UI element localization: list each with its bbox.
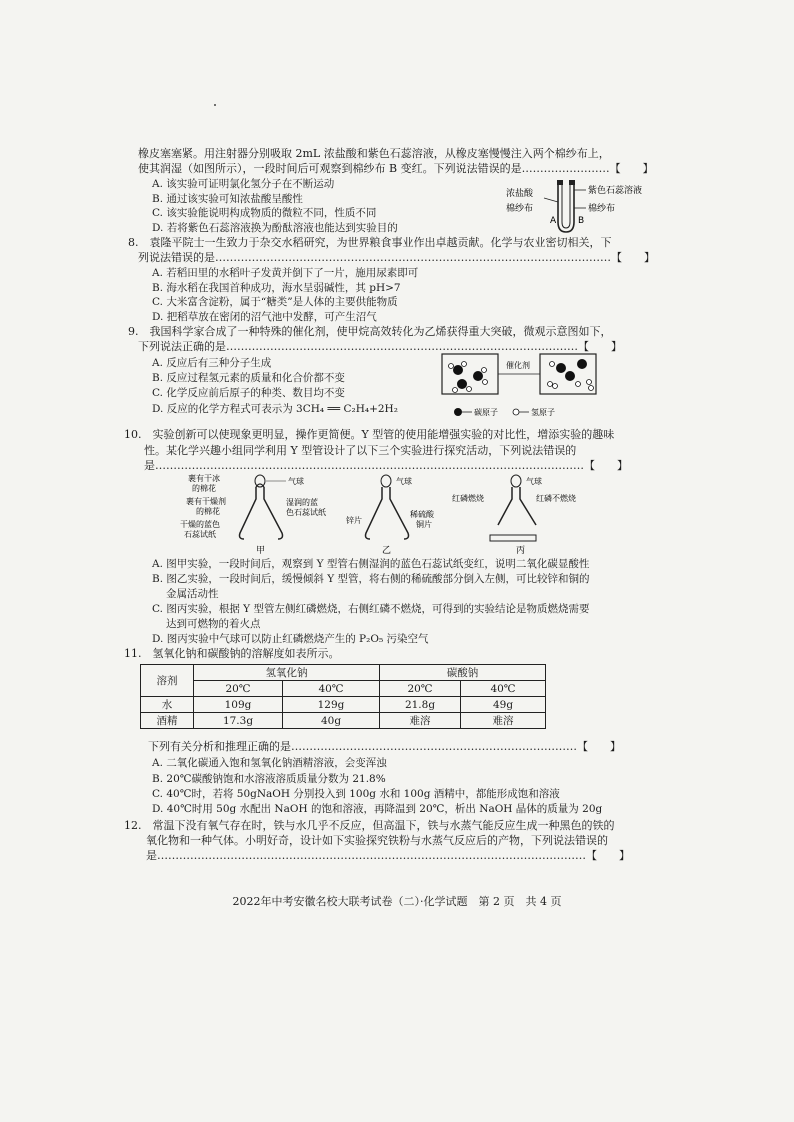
u-tube-figure (500, 178, 670, 236)
catalyst-label: 催化剂 (506, 361, 530, 370)
q11-option-a: A. 二氧化碳通入饱和氢氧化钠酒精溶液，会变浑浊 (152, 757, 387, 769)
q11-line-1: 11. 氢氧化钠和碳酸钠的溶解度如表所示。 (124, 647, 340, 660)
q10-option-c-2: 达到可燃物的着火点 (166, 618, 261, 630)
page-footer: 2022年中考安徽名校大联考试卷（二）·化学试题 第 2 页 共 4 页 (232, 895, 562, 908)
q8-option-c: C. 大米富含淀粉，属于“糖类”是人体的主要供能物质 (152, 296, 398, 308)
carbon-atom (473, 371, 483, 381)
legend-carbon (454, 408, 462, 416)
carbon-atom (457, 379, 467, 389)
table-header-solvent: 溶剂 (141, 665, 194, 697)
q9-line-1: 9. 我国科学家合成了一种特殊的催化剂，使甲烷高效转化为乙烯获得重大突破，微观示意图如下， (128, 325, 612, 338)
svg-text:色石蕊试纸: 色石蕊试纸 (286, 508, 326, 517)
q9-option-b: B. 反应过程氢元素的质量和化合价都不变 (152, 372, 345, 384)
q7-option-a: A. 该实验可证明氯化氢分子在不断运动 (152, 178, 335, 190)
svg-text:气球: 气球 (526, 477, 542, 486)
fig-label-a: A (550, 216, 557, 226)
fig-left-label-1: 浓盐酸 (506, 189, 534, 199)
q8-option-d: D. 把稻草放在密闭的沼气池中发酵，可产生沼气 (152, 311, 377, 323)
legend-hydrogen (513, 409, 519, 415)
q7-option-c: C. 该实验能说明构成物质的微粒不同，性质不同 (152, 207, 377, 219)
q9-line-2: 下列说法正确的是……………………………………………………………………………………【 】 (138, 340, 622, 353)
figure-label-bing: 丙 (516, 546, 526, 556)
fig-right-label-2: 棉纱布 (588, 204, 616, 214)
q10-option-b-1: B. 图乙实验，一段时间后，缓慢倾斜 Y 型管，将右侧的稀硫酸部分倒入左侧，可比较锌和铜的 (152, 573, 590, 585)
q10-option-a: A. 图甲实验，一段时间后，观察到 Y 型管右侧湿润的蓝色石蕊试纸变红，说明二氧化碳显酸性 (152, 558, 590, 570)
q8-line-1: 8. 袁隆平院士一生致力于杂交水稻研究，为世界粮食事业作出卓越贡献。化学与农业密切相关，下 (128, 236, 612, 249)
q11-line-2: 下列有关分析和推理正确的是……………………………………………………………………【 】 (148, 740, 621, 753)
q7-option-d: D. 若将紫色石蕊溶液换为酚酞溶液也能达到实验目的 (152, 222, 398, 234)
q9-option-d: D. 反应的化学方程式可表示为 3CH₄ ══ C₂H₄+2H₂ (152, 403, 398, 415)
reaction-diagram (438, 352, 618, 422)
figure-label-yi: 乙 (382, 546, 392, 556)
legend-hydrogen-label: 氢原子 (531, 408, 555, 417)
svg-text:红磷不燃烧: 红磷不燃烧 (536, 494, 576, 503)
q8-option-b: B. 海水稻在我国首种成功，海水呈弱碱性，其 pH>7 (152, 282, 401, 294)
fig-label-b: B (578, 216, 585, 226)
q11-option-d: D. 40℃时用 50g 水配出 NaOH 的饱和溶液，再降温到 20℃，析出 NaOH 晶体的质量为 20g (152, 803, 603, 815)
svg-text:稀硫酸: 稀硫酸 (410, 510, 434, 519)
q7-line-1: 橡皮塞塞紧。用注射器分别吸取 2mL 浓盐酸和紫色石蕊溶液，从橡皮塞慢慢注入两个棉纱布上， (138, 147, 610, 160)
table-header-naoh: 氢氧化钠 (194, 665, 380, 681)
q10-line-3: 是………………………………………………………………………………………………………【 】 (144, 459, 628, 472)
q12-line-1: 12. 常温下没有氧气存在时，铁与水几乎不反应，但高温下，铁与水蒸气能反应生成一种黑色的铁的 (124, 819, 615, 832)
q12-line-2: 氧化物和一种气体。小明好奇，设计如下实验探究铁粉与水蒸气反应后的产物，下列说法错误的 (146, 834, 608, 847)
q9-option-c: C. 化学反应前后原子的种类、数目均不变 (152, 387, 345, 399)
q10-line-1: 10. 实验创新可以使现象更明显，操作更简便。Y 型管的使用能增强实验的对比性，增添实验的趣味 (124, 428, 615, 441)
svg-text:裹有干燥剂: 裹有干燥剂 (186, 497, 226, 506)
svg-text:气球: 气球 (396, 477, 412, 486)
q10-line-2: 性。某化学兴趣小组同学利用 Y 型管设计了以下三个实验进行探究活动，下列说法错误的 (144, 444, 577, 457)
scan-dot (214, 104, 216, 106)
svg-text:的棉花: 的棉花 (192, 484, 216, 493)
q7-line-2: 使其润湿（如图所示），一段时间后可观察到棉纱布 B 变红。下列说法错误的是……………………【 】 (138, 162, 654, 175)
carbon-atom (453, 365, 463, 375)
svg-text:红磷燃烧: 红磷燃烧 (452, 494, 484, 503)
svg-text:干燥的蓝色: 干燥的蓝色 (180, 520, 220, 529)
q10-option-d: D. 图丙实验中气球可以防止红磷燃烧产生的 P₂O₅ 污染空气 (152, 633, 429, 645)
svg-text:锌片: 锌片 (346, 516, 362, 525)
table-row: 水 109g 129g 21.8g 49g (141, 697, 546, 713)
q11-option-b: B. 20℃碳酸钠饱和水溶液溶质质量分数为 21.8% (152, 773, 386, 785)
y-tube-figures (180, 473, 606, 556)
legend-carbon-label: 碳原子 (474, 408, 498, 417)
svg-text:铜片: 铜片 (416, 520, 432, 529)
svg-text:的棉花: 的棉花 (196, 507, 220, 516)
table-header-na2co3: 碳酸钠 (380, 665, 546, 681)
q8-option-a: A. 若稻田里的水稻叶子发黄并倒下了一片，施用尿素即可 (152, 267, 419, 279)
svg-text:气球: 气球 (288, 477, 304, 486)
table-row: 酒精 17.3g 40g 难溶 难溶 (141, 713, 546, 729)
q9-option-a: A. 反应后有三种分子生成 (152, 357, 272, 369)
solubility-table: 溶剂 氢氧化钠 碳酸钠 20℃ 40℃ 20℃ 40℃ 水 109g 129g 21.8g 49g 酒精 17.3g 40g 难溶 难溶 (140, 664, 546, 729)
q10-option-b-2: 金属活动性 (166, 588, 219, 600)
q8-line-2: 列说法错误的是………………………………………………………………………………………………【 】 (138, 251, 655, 264)
q11-option-c: C. 40℃时，若将 50gNaOH 分别投入到 100g 水和 100g 酒精中，都能形成饱和溶液 (152, 788, 560, 800)
svg-text:裹有干冰: 裹有干冰 (188, 474, 220, 483)
svg-text:湿润的蓝: 湿润的蓝 (286, 498, 318, 507)
figure-label-jia: 甲 (256, 546, 266, 556)
svg-text:石蕊试纸: 石蕊试纸 (184, 530, 216, 539)
q12-line-3: 是………………………………………………………………………………………………………【 】 (146, 849, 630, 862)
fig-left-label-2: 棉纱布 (506, 204, 534, 214)
fig-right-label-1: 紫色石蕊溶液 (588, 186, 643, 196)
q7-option-b: B. 通过该实验可知浓盐酸呈酸性 (152, 193, 303, 205)
q10-option-c-1: C. 图丙实验，根据 Y 型管左侧红磷燃烧，右侧红磷不燃烧，可得到的实验结论是物质燃烧需要 (152, 603, 590, 615)
